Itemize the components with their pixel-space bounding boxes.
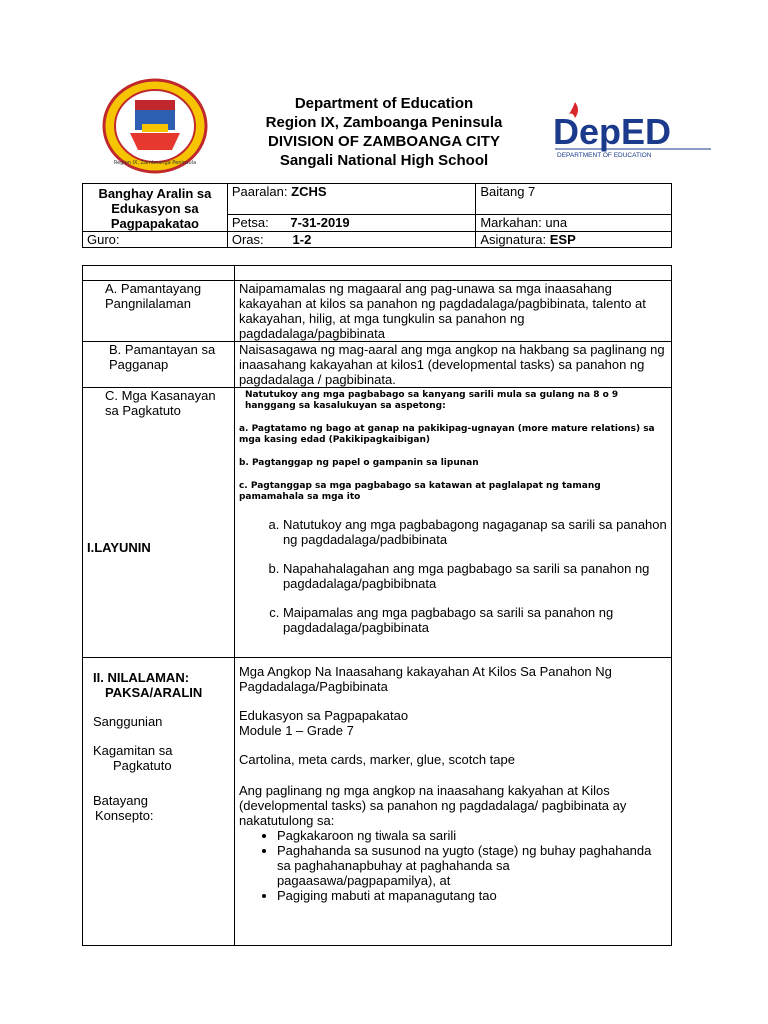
content-cell xyxy=(234,658,671,946)
nilalaman-label: II. NILALAMAN: xyxy=(93,670,190,685)
school-cell xyxy=(227,184,476,215)
reference-text-2: Module 1 – Grade 7 xyxy=(238,723,354,738)
objective-item: b. Napahahalagahan ang mga pagbabago sa sarili sa panahon ng pagdadalaga/pagbibibnata xyxy=(283,561,667,591)
header-line-2: Region IX, Zamboanga Peninsula xyxy=(265,114,503,131)
content-label-cell xyxy=(83,658,235,946)
date-label: Petsa: xyxy=(231,215,269,231)
subject-cell xyxy=(476,232,672,248)
concept-bullet: • Pagkakaroon ng tiwala sa sarili xyxy=(277,828,667,843)
performance-standard-label: B. Pamantayan sa Pagganap xyxy=(83,342,235,388)
subject-value: ESP xyxy=(549,232,576,247)
objectives-label-cell xyxy=(83,388,235,658)
info-table xyxy=(82,183,672,248)
grade-cell: Baitang 7 xyxy=(476,184,672,215)
paksa-label: PAKSA/ARALIN xyxy=(105,685,203,700)
concept-bullet: • Paghahanda sa susunod na yugto (stage) ng buhay paghahanda sa paghahanapbuhay at paghahanda sa pagaasawa/pagpapamilya), at xyxy=(277,843,667,888)
topic-text: Mga Angkop Na Inaasahang kakayahan At Kilos Sa Panahon Ng Pagdadalaga/Pagbibinata xyxy=(238,664,612,694)
lesson-plan-table xyxy=(82,265,672,946)
time-cell xyxy=(227,232,476,248)
seal-text: Region IX, Zamboanga Peninsula xyxy=(113,160,197,166)
objective-item: a. Natutukoy ang mga pagbabagong nagaganap sa sarili sa panahon ng pagdadalaga/padbibinata xyxy=(283,517,667,547)
time-label: Oras: xyxy=(231,232,264,247)
teacher-cell: Guro: xyxy=(83,232,228,248)
header-line-1: Department of Education xyxy=(294,95,474,112)
school-value: ZCHS xyxy=(291,184,327,199)
lesson-plan-title: Banghay Aralin sa Edukasyon sa Pagpapakatao xyxy=(83,184,228,232)
kagamitan-label-2: Pagkatuto xyxy=(113,758,172,773)
date-cell xyxy=(227,215,476,232)
kagamitan-label-1: Kagamitan sa xyxy=(93,743,173,758)
time-value: 1-2 xyxy=(292,232,312,247)
layunin-label: I.LAYUNIN xyxy=(87,540,151,555)
competencies-label: C. Mga Kasanayan sa Pagkatuto xyxy=(105,388,216,418)
competency-intro: Natutukoy ang mga pagbabago sa kanyang sarili mula sa gulang na 8 o 9 hanggang sa kasalukuyan sa aspetong: xyxy=(244,390,619,411)
objective-item: c. Maipamalas ang mga pagbabago sa sarili sa panahon ng pagdadalaga/pagbibinata xyxy=(283,605,667,635)
deped-subtitle: DEPARTMENT OF EDUCATION xyxy=(557,152,652,159)
reference-text-1: Edukasyon sa Pagpapakatao xyxy=(238,708,409,723)
competency-c: c. Pagtanggap sa mga pagbabago sa katawan at paglalapat ng tamang pamamahala sa mga ito xyxy=(238,481,601,502)
header-line-3: DIVISION OF ZAMBOANGA CITY xyxy=(268,133,500,150)
school-label: Paaralan: xyxy=(231,184,288,199)
date-value: 7-31-2019 xyxy=(290,215,350,231)
content-standard-label: A. Pamantayang Pangnilalaman xyxy=(83,281,235,342)
concept-bullets xyxy=(239,828,667,903)
concept-bullet: • Pagiging mabuti at mapanagutang tao xyxy=(277,888,667,903)
deped-wordmark: DepED xyxy=(553,111,672,152)
objectives-list xyxy=(239,517,667,635)
document-header xyxy=(0,94,768,170)
batayang-label-2: Konsepto: xyxy=(95,808,154,823)
competency-b: b. Pagtanggap ng papel o gampanin sa lipunan xyxy=(238,458,479,468)
performance-standard-text: Naisasagawa ng mag-aaral ang mga angkop na hakbang sa paglinang ng inaasahang kakayahan at kilos1 (developmental tasks) sa panahon ng pagdadalaga / pagbibinata. xyxy=(234,342,671,388)
subject-label: Asignatura: xyxy=(480,232,547,247)
header-line-4: Sangali National High School xyxy=(279,152,489,169)
concept-text: Ang paglinang ng mga angkop na inaasahang kakyahan at Kilos (developmental tasks) sa panahon ng pagdadalaga/ pagbibinata ay nakatutulong sa: xyxy=(238,783,627,828)
batayang-label-1: Batayang xyxy=(93,793,148,808)
competencies-cell xyxy=(234,388,671,658)
sanggunian-label: Sanggunian xyxy=(93,714,163,729)
materials-text: Cartolina, meta cards, marker, glue, scotch tape xyxy=(238,752,515,767)
content-standard-text: Naipamamalas ng magaaral ang pag-unawa sa mga inaasahang kakayahan at kilos sa panahon ng pagdadalaga/pagbibinata, talento at kakayahan, hilig, at mga tungkulin sa panahon ng pagdadalaga/pagbibinata xyxy=(234,281,671,342)
competency-a: a. Pagtatamo ng bago at ganap na pakikipag-ugnayan (more mature relations) sa mga kasing edad (Pakikipagkaibigan) xyxy=(238,424,655,445)
quarter-cell: Markahan: una xyxy=(476,215,672,232)
